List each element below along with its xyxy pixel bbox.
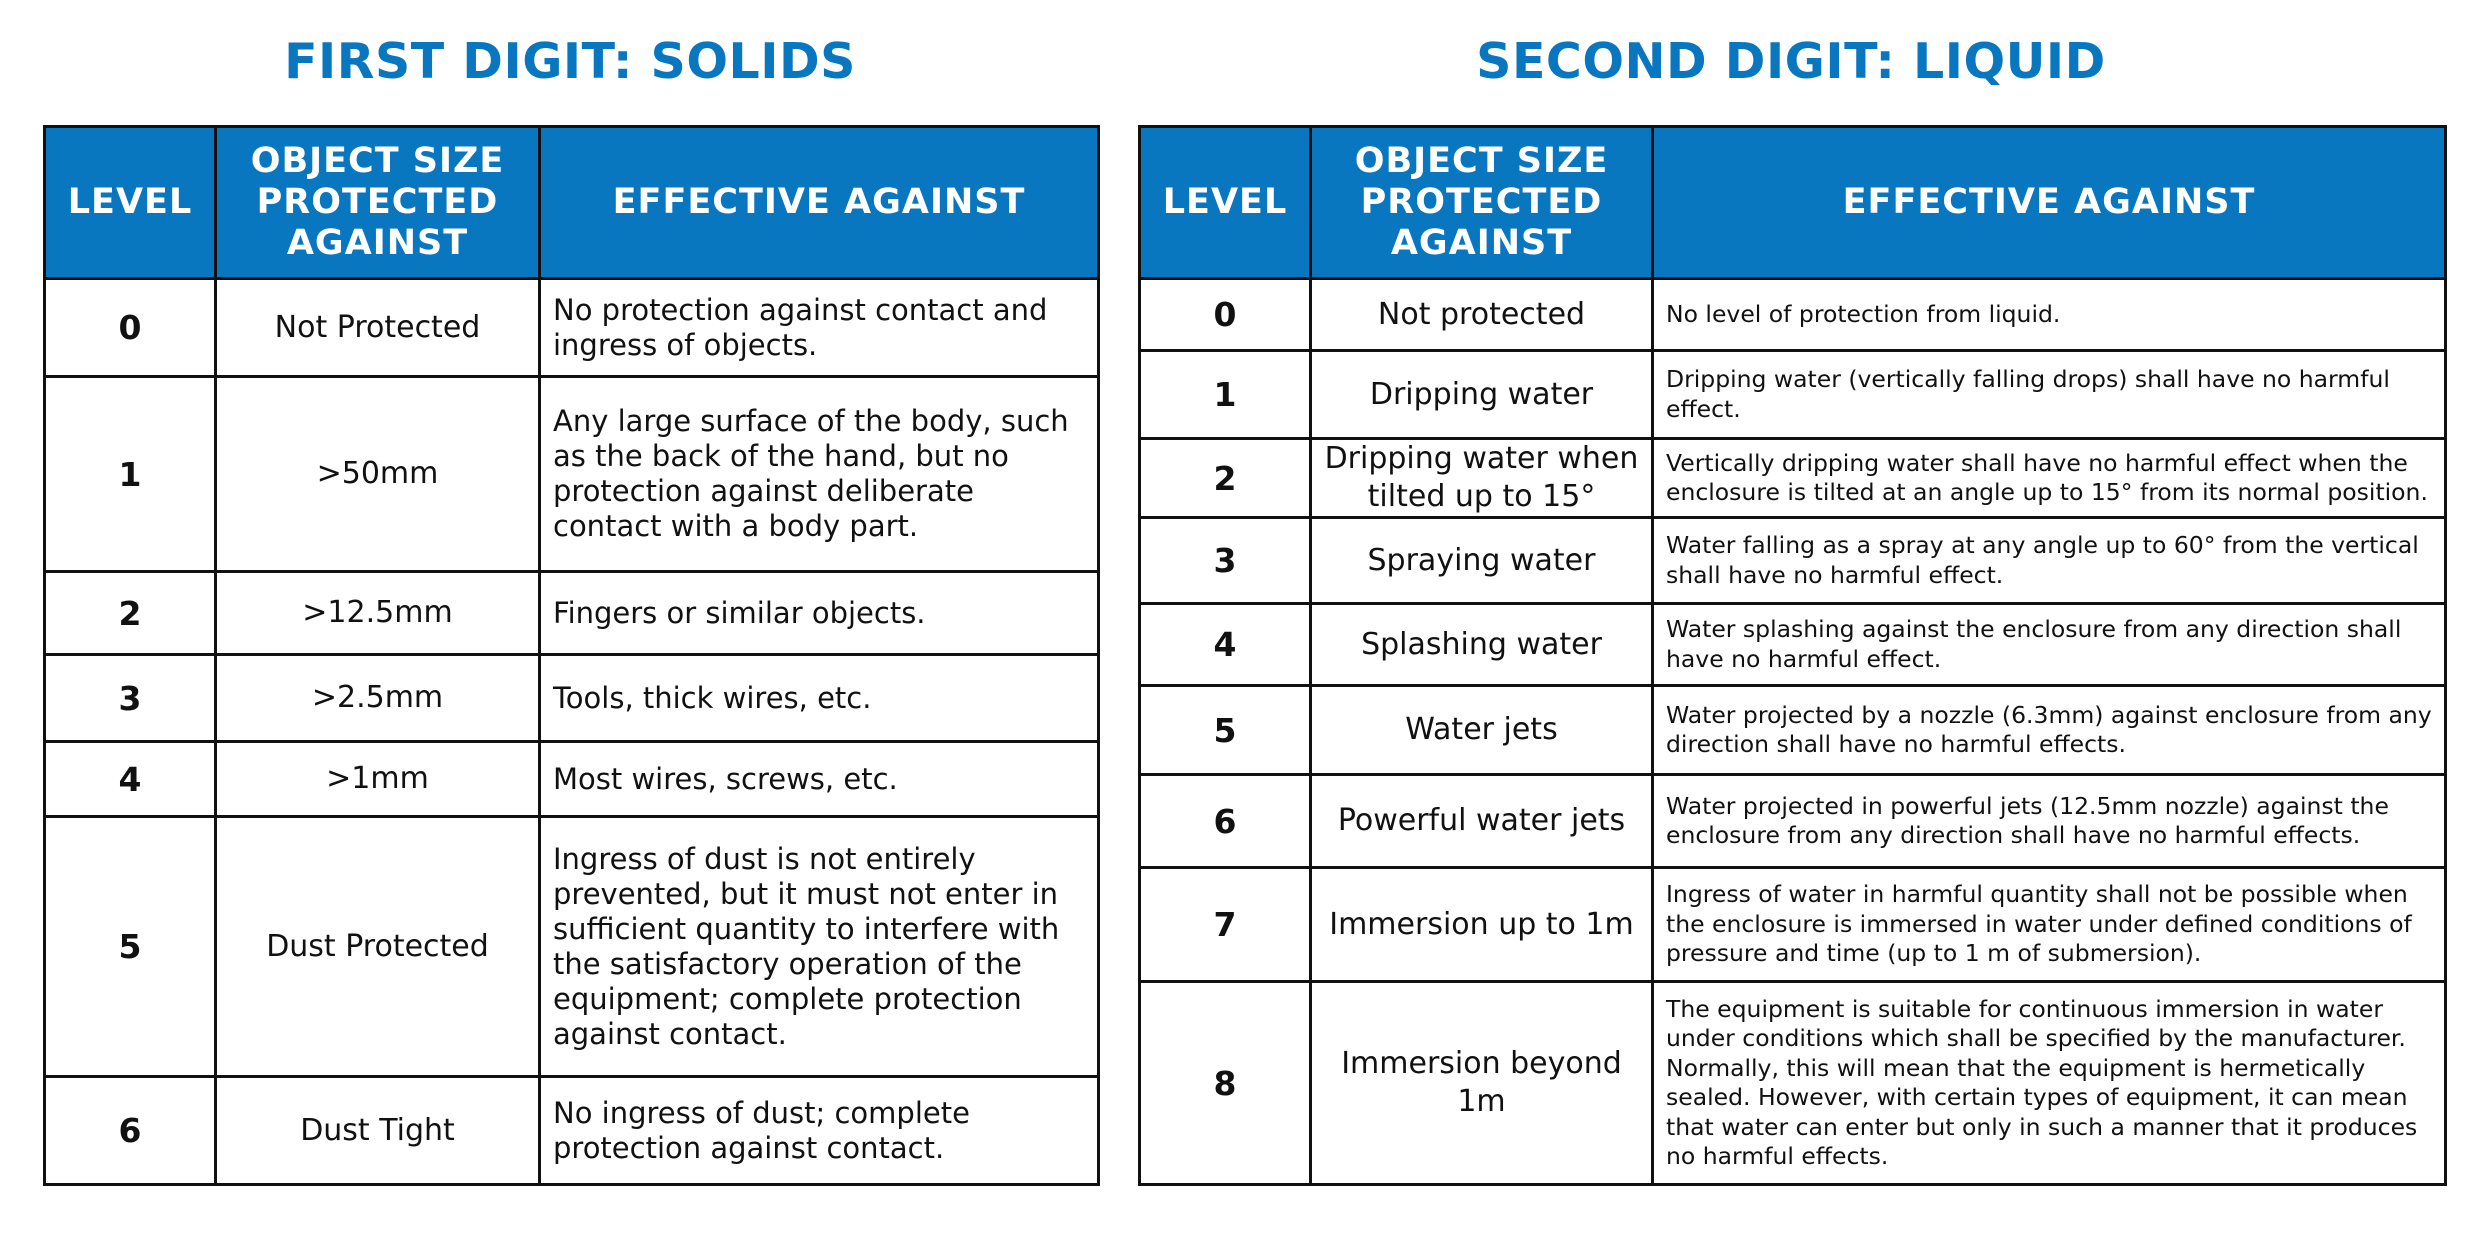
table-row [1140,604,2446,686]
object-size-cell: Water jets [1311,686,1653,775]
effective-against-cell: Water projected by a nozzle (6.3mm) against enclosure from any direction shall have no harmful effects. [1653,686,2446,775]
level-cell: 3 [45,655,216,742]
solids-title: FIRST DIGIT: SOLIDS [284,33,856,90]
level-cell: 3 [1140,518,1311,604]
object-size-cell: Spraying water [1311,518,1653,604]
level-cell: 4 [45,742,216,817]
table-row [1140,686,2446,775]
header-object-size: OBJECT SIZE PROTECTED AGAINST [1311,127,1653,279]
object-size-cell: Powerful water jets [1311,775,1653,868]
liquid-header-row [1140,127,2446,279]
table-row [45,655,1099,742]
effective-against-cell: No level of protection from liquid. [1653,279,2446,351]
level-cell: 5 [45,817,216,1077]
object-size-cell: >1mm [216,742,540,817]
object-size-cell: Immersion beyond 1m [1311,982,1653,1185]
table-row [45,572,1099,655]
header-effective-against: EFFECTIVE AGAINST [540,127,1099,279]
table-row [1140,518,2446,604]
table-row [1140,868,2446,982]
table-row [1140,351,2446,439]
effective-against-cell: Tools, thick wires, etc. [540,655,1099,742]
header-object-size: OBJECT SIZE PROTECTED AGAINST [216,127,540,279]
header-level: LEVEL [1140,127,1311,279]
object-size-cell: Dripping water [1311,351,1653,439]
solids-table [43,125,1100,1186]
object-size-cell: Dripping water when tilted up to 15° [1311,439,1653,518]
level-cell: 1 [1140,351,1311,439]
effective-against-cell: Any large surface of the body, such as the back of the hand, but no protection against deliberate contact with a body part. [540,377,1099,572]
effective-against-cell: Dripping water (vertically falling drops) shall have no harmful effect. [1653,351,2446,439]
effective-against-cell: Vertically dripping water shall have no harmful effect when the enclosure is tilted at an angle up to 15° from its normal position. [1653,439,2446,518]
effective-against-cell: Water projected in powerful jets (12.5mm nozzle) against the enclosure from any direction shall have no harmful effects. [1653,775,2446,868]
level-cell: 6 [1140,775,1311,868]
header-level: LEVEL [45,127,216,279]
level-cell: 6 [45,1077,216,1185]
level-cell: 0 [1140,279,1311,351]
object-size-cell: >2.5mm [216,655,540,742]
object-size-cell: Not protected [1311,279,1653,351]
level-cell: 8 [1140,982,1311,1185]
object-size-cell: Dust Protected [216,817,540,1077]
level-cell: 2 [1140,439,1311,518]
table-row [45,742,1099,817]
liquid-title: SECOND DIGIT: LIQUID [1476,33,2106,90]
table-row [45,1077,1099,1185]
level-cell: 5 [1140,686,1311,775]
table-row [1140,982,2446,1185]
effective-against-cell: Ingress of water in harmful quantity shall not be possible when the enclosure is immersed in water under defined conditions of pressure and time (up to 1 m of submersion). [1653,868,2446,982]
level-cell: 1 [45,377,216,572]
table-row [1140,439,2446,518]
table-row [1140,279,2446,351]
object-size-cell: Splashing water [1311,604,1653,686]
effective-against-cell: The equipment is suitable for continuous immersion in water under conditions which shall be specified by the manufacturer. Normally, this will mean that the equipment is hermetically sealed. However, with certain types of equipment, it can mean that water can enter but only in such a manner that it produces no harmful effects. [1653,982,2446,1185]
effective-against-cell: Ingress of dust is not entirely prevented, but it must not enter in sufficient quantity to interfere with the satisfactory operation of the equipment; complete protection against contact. [540,817,1099,1077]
object-size-cell: >50mm [216,377,540,572]
table-row [1140,775,2446,868]
effective-against-cell: No ingress of dust; complete protection against contact. [540,1077,1099,1185]
effective-against-cell: Most wires, screws, etc. [540,742,1099,817]
table-row [45,817,1099,1077]
level-cell: 0 [45,279,216,377]
object-size-cell: Dust Tight [216,1077,540,1185]
table-row [45,377,1099,572]
object-size-cell: >12.5mm [216,572,540,655]
solids-header-row [45,127,1099,279]
level-cell: 7 [1140,868,1311,982]
effective-against-cell: Water falling as a spray at any angle up to 60° from the vertical shall have no harmful effect. [1653,518,2446,604]
level-cell: 2 [45,572,216,655]
liquid-table [1138,125,2447,1186]
header-effective-against: EFFECTIVE AGAINST [1653,127,2446,279]
effective-against-cell: Fingers or similar objects. [540,572,1099,655]
object-size-cell: Immersion up to 1m [1311,868,1653,982]
effective-against-cell: Water splashing against the enclosure from any direction shall have no harmful effect. [1653,604,2446,686]
effective-against-cell: No protection against contact and ingress of objects. [540,279,1099,377]
level-cell: 4 [1140,604,1311,686]
object-size-cell: Not Protected [216,279,540,377]
table-row [45,279,1099,377]
